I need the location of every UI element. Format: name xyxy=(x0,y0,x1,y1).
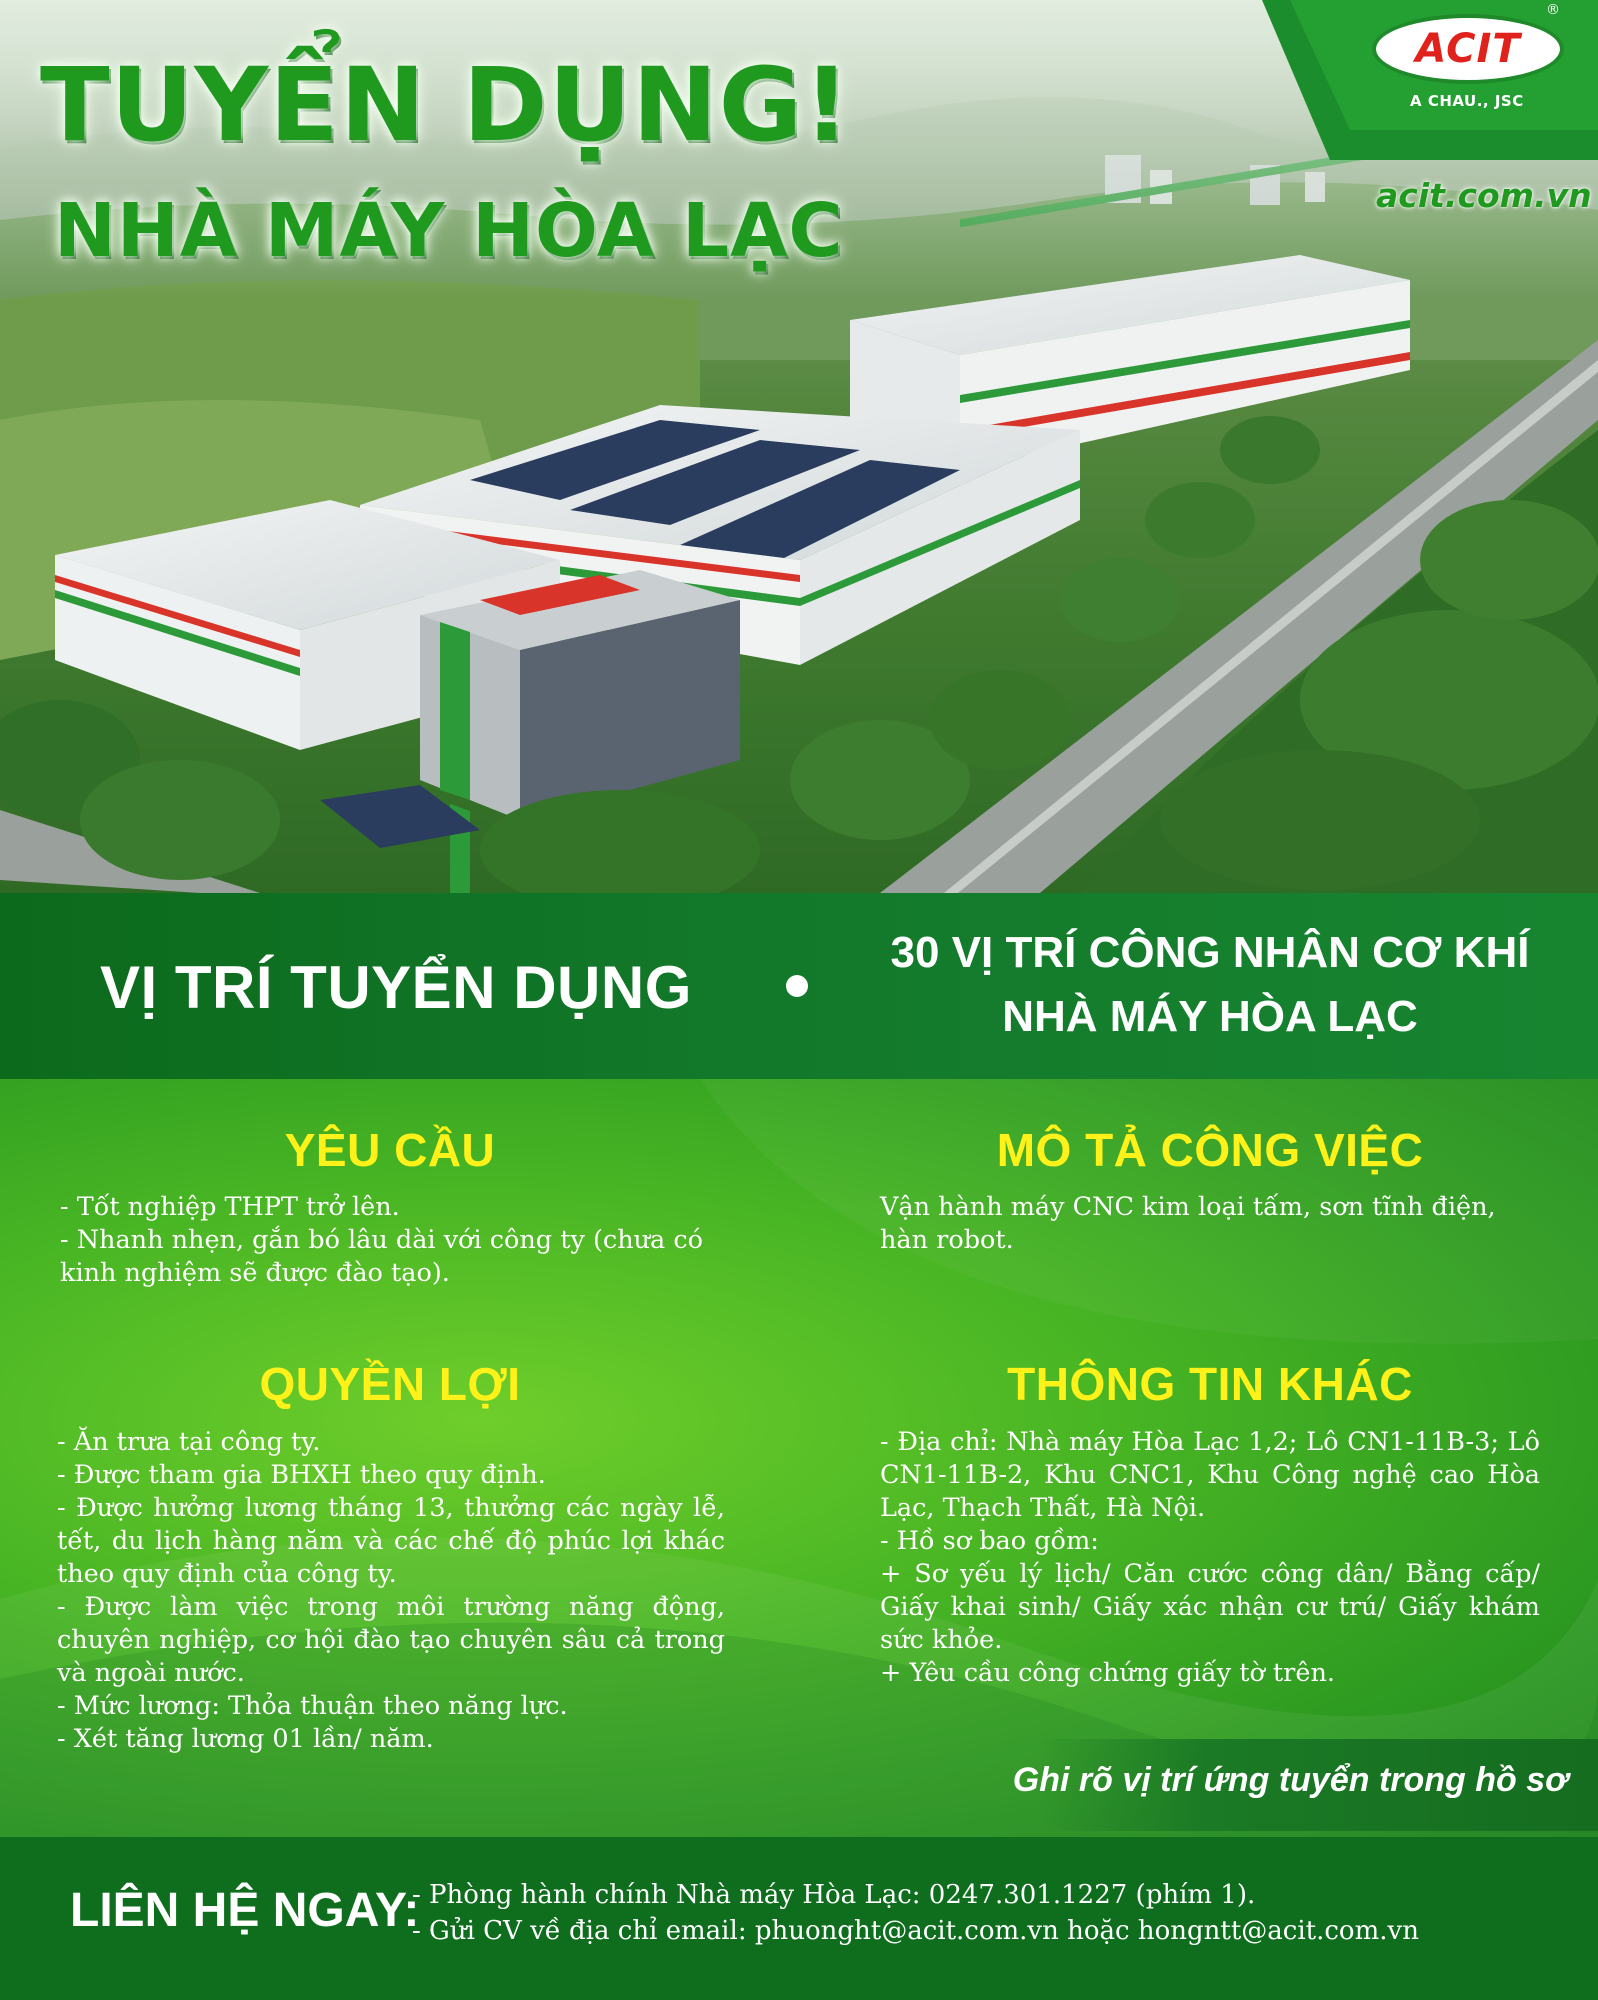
acit-logo[interactable] xyxy=(1372,14,1564,84)
contact-phone[interactable]: - Phòng hành chính Nhà máy Hòa Lạc: 0247.301.1227 (phím 1). xyxy=(412,1880,1256,1910)
other-info-heading: THÔNG TIN KHÁC xyxy=(1007,1358,1413,1410)
job-description-text: Vận hành máy CNC kim loại tấm, sơn tĩnh điện, hàn robot. xyxy=(880,1192,1496,1255)
company-name: A CHAU., JSC xyxy=(1410,92,1524,110)
list-item: - Nhanh nhẹn, gắn bó lâu dài với công ty (chưa có kinh nghiệm sẽ được đào tạo). xyxy=(60,1225,712,1288)
website-link[interactable]: acit.com.vn xyxy=(1376,176,1592,215)
hero-title: TUYỂN DỤNG! xyxy=(40,46,851,165)
list-item: - Ăn trưa tại công ty. xyxy=(57,1427,321,1457)
contact-details xyxy=(412,1877,1419,1949)
requirements-list xyxy=(60,1191,720,1290)
list-item: + Yêu cầu công chứng giấy tờ trên. xyxy=(880,1658,1335,1688)
list-item: - Xét tăng lương 01 lần/ năm. xyxy=(57,1724,434,1754)
position-band xyxy=(0,893,1598,1079)
list-item: + Sơ yếu lý lịch/ Căn cước công dân/ Bằng cấp/ Giấy khai sinh/ Giấy xác nhận cư trú/ Giấy khám sức khỏe. xyxy=(880,1559,1549,1655)
position-value xyxy=(880,921,1540,1049)
benefits-heading: QUYỀN LỢI xyxy=(259,1358,521,1410)
list-item: - Được tham gia BHXH theo quy định. xyxy=(57,1460,546,1490)
other-info-list xyxy=(880,1426,1549,1690)
position-value-line2: NHÀ MÁY HÒA LẠC xyxy=(1002,992,1418,1041)
job-description-heading: MÔ TẢ CÔNG VIỆC xyxy=(996,1124,1424,1176)
logo-text: ACIT xyxy=(1415,26,1521,72)
position-value-line1: 30 VỊ TRÍ CÔNG NHÂN CƠ KHÍ xyxy=(890,928,1530,977)
list-item: - Hồ sơ bao gồm: xyxy=(880,1526,1099,1556)
contact-email[interactable]: - Gửi CV về địa chỉ email: phuonght@acit.com.vn hoặc hongntt@acit.com.vn xyxy=(412,1916,1419,1946)
requirements-heading: YÊU CẦU xyxy=(284,1124,496,1176)
list-item: - Được làm việc trong môi trường năng động, chuyên nghiệp, cơ hội đào tạo chuyên sâu cả trong và ngoài nước. xyxy=(57,1592,734,1688)
details-section xyxy=(0,1079,1598,1837)
registered-mark: ® xyxy=(1546,2,1560,18)
list-item: - Mức lương: Thỏa thuận theo năng lực. xyxy=(57,1691,568,1721)
list-item: - Tốt nghiệp THPT trở lên. xyxy=(60,1192,400,1222)
list-item: - Được hưởng lương tháng 13, thưởng các ngày lễ, tết, du lịch hàng năm và các chế độ phúc lợi khác theo quy định của công ty. xyxy=(57,1493,734,1589)
contact-footer xyxy=(0,1837,1598,2000)
bullet-dot-icon xyxy=(786,975,808,997)
contact-label: LIÊN HỆ NGAY: xyxy=(70,1884,420,1937)
note-banner xyxy=(1012,1739,1598,1831)
hero-subtitle: NHÀ MÁY HÒA LẠC xyxy=(54,188,844,274)
hero-banner xyxy=(0,0,1598,893)
benefits-list xyxy=(57,1426,734,1756)
note-text: Ghi rõ vị trí ứng tuyển trong hồ sơ xyxy=(1012,1761,1568,1799)
position-label: VỊ TRÍ TUYỂN DỤNG xyxy=(100,954,692,1021)
list-item: - Địa chỉ: Nhà máy Hòa Lạc 1,2; Lô CN1-11B-3; Lô CN1-11B-2, Khu CNC1, Khu Công nghệ cao Hòa Lạc, Thạch Thất, Hà Nội. xyxy=(880,1427,1549,1523)
